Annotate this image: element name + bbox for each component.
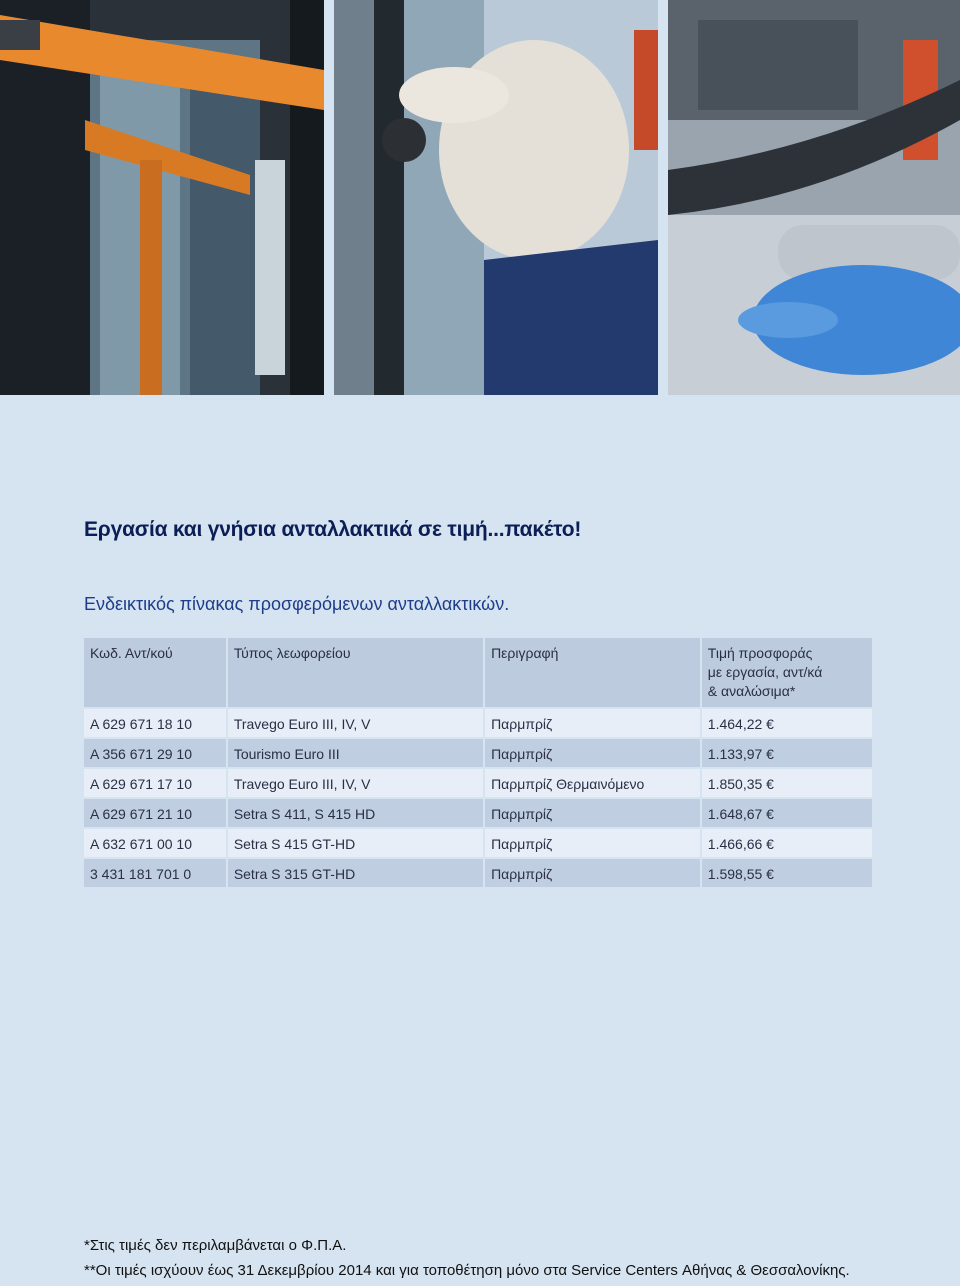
photo-strip — [0, 0, 960, 395]
bus-type: Travego Euro III, IV, V — [227, 768, 484, 798]
page-title: Εργασία και γνήσια ανταλλακτικά σε τιμή...πακέτο! — [84, 518, 582, 541]
part-code: A 632 671 00 10 — [83, 828, 227, 858]
header-description: Περιγραφή — [484, 637, 701, 708]
gloved-hand-fitting-photo — [334, 0, 658, 395]
description: Παρμπρίζ — [484, 828, 701, 858]
table-caption: Ενδεικτικός πίνακας προσφερόμενων ανταλλακτικών. — [84, 594, 510, 614]
bus-type: Setra S 315 GT-HD — [227, 858, 484, 888]
header-bus-type: Τύπος λεωφορείου — [227, 637, 484, 708]
header-part-code: Κωδ. Αντ/κού — [83, 637, 227, 708]
offer-price: 1.133,97 € — [701, 738, 873, 768]
description: Παρμπρίζ — [484, 708, 701, 738]
offer-price: 1.850,35 € — [701, 768, 873, 798]
description: Παρμπρίζ Θερμαινόμενο — [484, 768, 701, 798]
offer-price: 1.464,22 € — [701, 708, 873, 738]
sealant-application-photo — [668, 0, 960, 395]
bus-windscreen-strap-photo — [0, 0, 324, 395]
table-header-row — [83, 637, 873, 708]
footnote-validity: **Οι τιμές ισχύουν έως 31 Δεκεμβρίου 2014 και για τοποθέτηση μόνο στα Service Centers Αθήνας & Θεσσαλονίκης. — [84, 1262, 850, 1279]
table-row — [83, 798, 873, 828]
offer-price: 1.648,67 € — [701, 798, 873, 828]
part-code: A 629 671 18 10 — [83, 708, 227, 738]
offer-price: 1.466,66 € — [701, 828, 873, 858]
bus-type: Tourismo Euro III — [227, 738, 484, 768]
bus-type: Setra S 411, S 415 HD — [227, 798, 484, 828]
bus-type: Setra S 415 GT-HD — [227, 828, 484, 858]
header-offer-price: Τιμή προσφοράς με εργασία, αντ/κά & αναλώσιμα* — [701, 637, 873, 708]
table-row — [83, 708, 873, 738]
description: Παρμπρίζ — [484, 858, 701, 888]
part-code: 3 431 181 701 0 — [83, 858, 227, 888]
part-code: A 356 671 29 10 — [83, 738, 227, 768]
table-row — [83, 828, 873, 858]
description: Παρμπρίζ — [484, 738, 701, 768]
description: Παρμπρίζ — [484, 798, 701, 828]
footnotes — [84, 1236, 850, 1286]
parts-price-table — [82, 636, 874, 889]
footnote-vat: *Στις τιμές δεν περιλαμβάνεται ο Φ.Π.Α. — [84, 1237, 347, 1254]
offer-price: 1.598,55 € — [701, 858, 873, 888]
table-row — [83, 738, 873, 768]
table-row — [83, 858, 873, 888]
part-code: A 629 671 21 10 — [83, 798, 227, 828]
table-row — [83, 768, 873, 798]
part-code: A 629 671 17 10 — [83, 768, 227, 798]
bus-type: Travego Euro III, IV, V — [227, 708, 484, 738]
